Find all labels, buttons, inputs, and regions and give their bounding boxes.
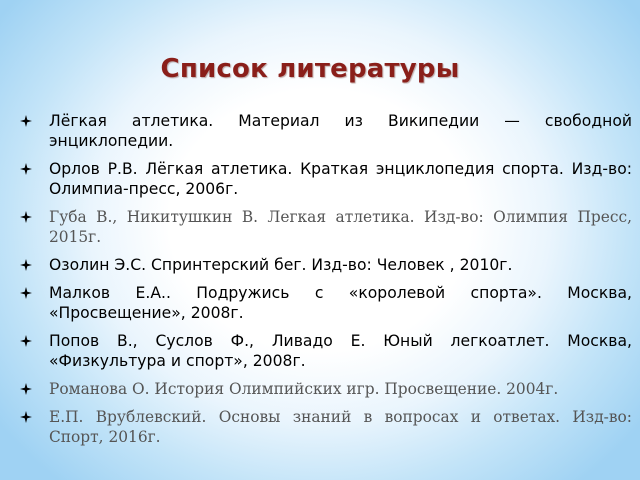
slide-title: Список литературы (160, 54, 460, 84)
reference-text: Романова О. История Олимпийских игр. Просвещение. 2004г. (49, 380, 559, 398)
reference-item (20, 255, 632, 275)
reference-item (20, 331, 632, 371)
reference-text: Е.П. Врублевский. Основы знаний в вопросах и ответах. Изд-во: Спорт, 2016г. (49, 408, 632, 446)
reference-text: Лёгкая атлетика. Материал из Википедии — свободной энциклопедии. (49, 112, 632, 150)
reference-text: Озолин Э.С. Спринтерский бег. Изд-во: Человек , 2010г. (49, 256, 513, 274)
reference-text: Орлов Р.В. Лёгкая атлетика. Краткая энциклопедия спорта. Изд-во: Олимпиа-пресс, 2006г. (49, 160, 632, 198)
four-point-star-icon (20, 383, 32, 395)
four-point-star-icon (20, 211, 32, 223)
reference-item (20, 407, 632, 447)
four-point-star-icon (20, 335, 32, 347)
reference-item (20, 159, 632, 199)
four-point-star-icon (20, 115, 32, 127)
reference-text: Малков Е.А.. Подружись с «королевой спорта». Москва, «Просвещение», 2008г. (49, 284, 632, 322)
reference-item (20, 283, 632, 323)
reference-item (20, 379, 632, 399)
reference-text: Попов В., Суслов Ф., Ливадо Е. Юный легкоатлет. Москва, «Физкультура и спорт», 2008г. (49, 332, 632, 370)
reference-item (20, 111, 632, 151)
reference-item (20, 207, 632, 247)
reference-list (20, 111, 632, 455)
reference-text: Губа В., Никитушкин В. Легкая атлетика. Изд-во: Олимпия Пресс, 2015г. (49, 208, 632, 246)
four-point-star-icon (20, 163, 32, 175)
four-point-star-icon (20, 259, 32, 271)
four-point-star-icon (20, 411, 32, 423)
four-point-star-icon (20, 287, 32, 299)
